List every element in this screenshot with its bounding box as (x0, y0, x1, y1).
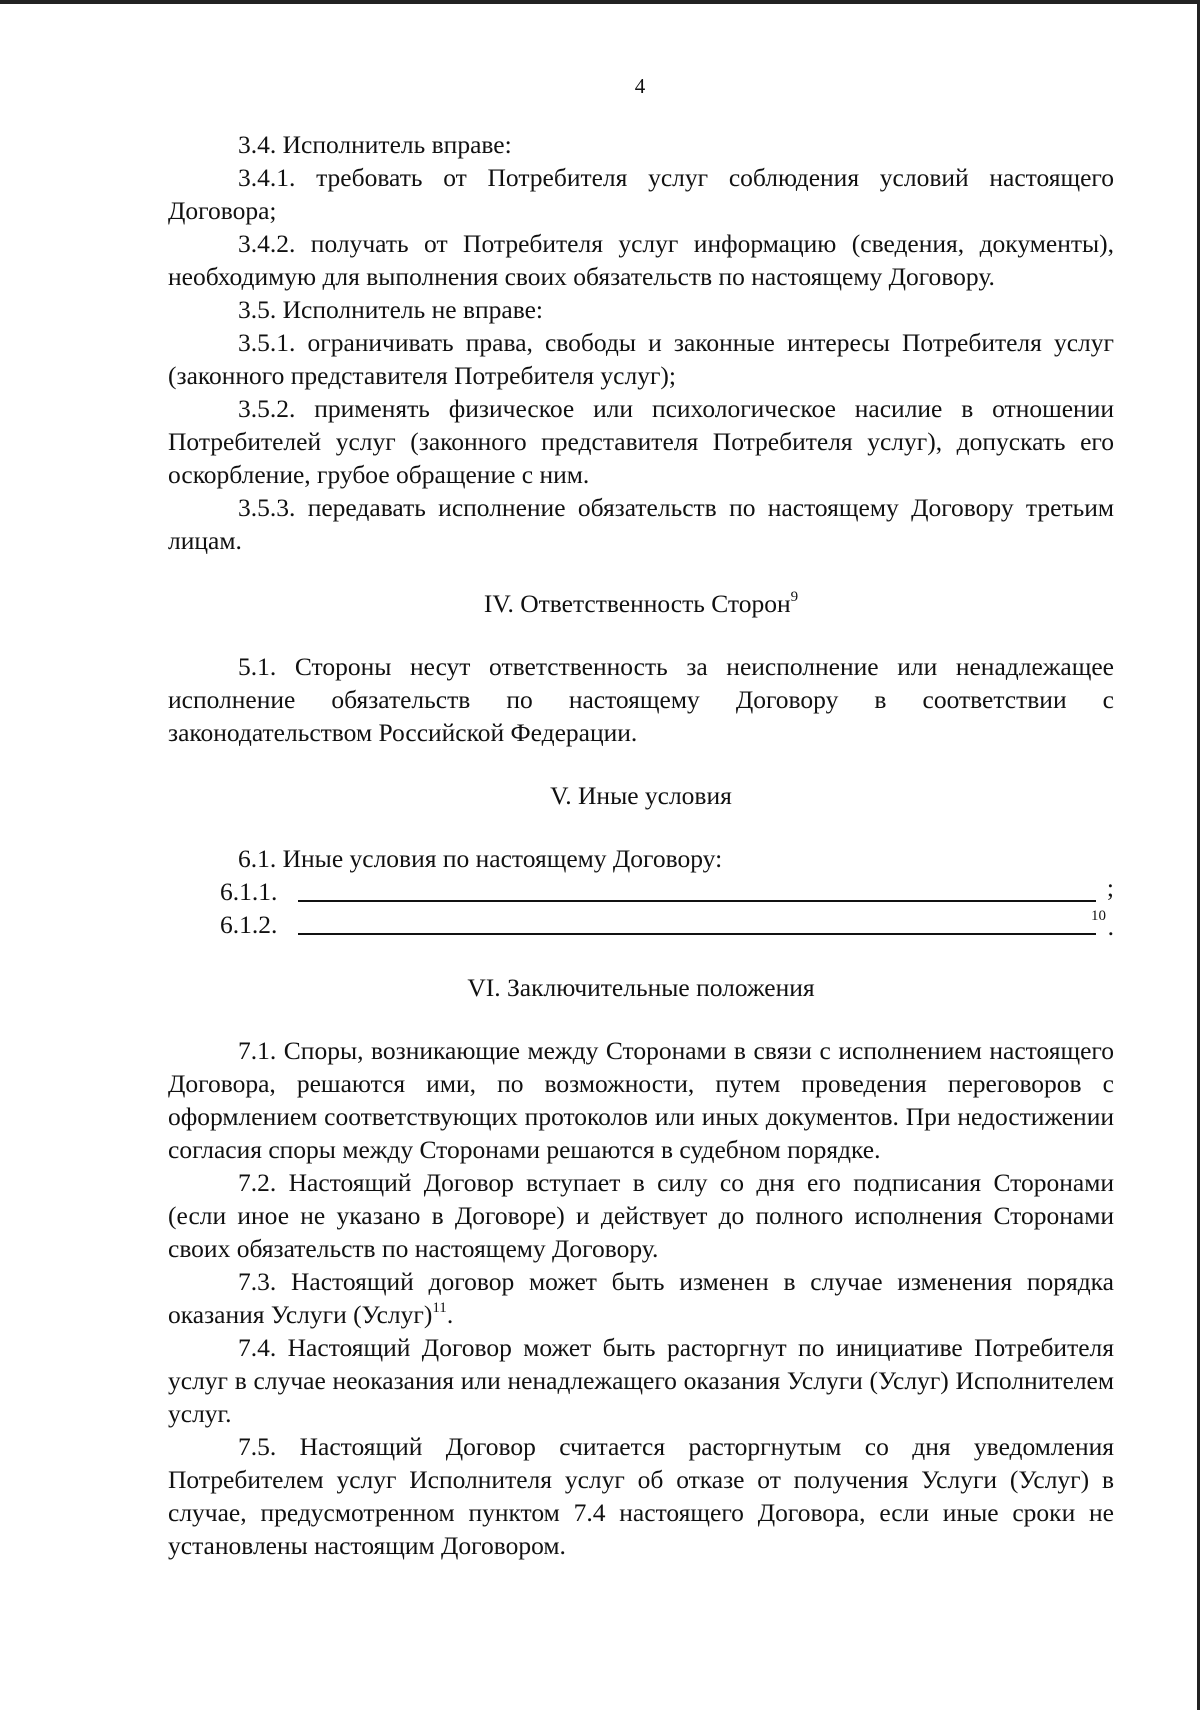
spacer (168, 620, 1114, 650)
blank-rule (298, 933, 1096, 935)
paragraph-3-4: 3.4. Исполнитель вправе: (238, 130, 512, 159)
page-number: 4 (634, 74, 646, 98)
section-4-heading (168, 587, 1114, 620)
paragraph-3-5-3: 3.5.3. передавать исполнение обязательств по настоящему Договору третьим лицам. (168, 493, 1114, 555)
paragraph-3-5-2: 3.5.2. применять физическое или психологическое насилие в отношении Потребителей услуг (законного представителя Потребителя услуг), допускать его оскорбление, грубое обращение с ним. (168, 394, 1114, 489)
footnote-ref-10: 10 (1091, 908, 1106, 924)
paragraph-7-3 (168, 1265, 1114, 1331)
footnote-ref-9: 9 (790, 589, 799, 605)
paragraph-3-4-2: 3.4.2. получать от Потребителя услуг информацию (сведения, документы), необходимую для выполнения своих обязательств по настоящему Договору. (168, 229, 1114, 291)
paragraph-5-1: 5.1. Стороны несут ответственность за неисполнение или ненадлежащее исполнение обязательств по настоящему Договору в соответствии с законодательством Российской Федерации. (168, 652, 1114, 747)
paragraph-7-4: 7.4. Настоящий Договор может быть расторгнут по инициативе Потребителя услуг в случае неоказания или ненадлежащего оказания Услуги (Услуг) Исполнителем услуг. (168, 1333, 1114, 1428)
paragraph-6-1: 6.1. Иные условия по настоящему Договору: (238, 844, 723, 873)
line-number: 6.1.1. (220, 877, 278, 906)
section-5-heading: V. Иные условия (550, 781, 732, 810)
paragraph-7-3-end: . (446, 1300, 454, 1329)
line-end-punct: . (1107, 912, 1114, 941)
fill-line-6-1-1 (168, 875, 1114, 908)
document-body (168, 128, 1114, 1562)
spacer (168, 941, 1114, 971)
fill-line-6-1-2 (168, 908, 1114, 941)
spacer (168, 812, 1114, 842)
line-end-punct: ; (1106, 873, 1114, 902)
line-number: 6.1.2. (220, 910, 278, 939)
paragraph-7-1: 7.1. Споры, возникающие между Сторонами в связи с исполнением настоящего Договора, решаются ими, по возможности, путем проведения переговоров с оформлением соответствующих протоколов или иных документов. При недостижении согласия споры между Сторонами решаются в судебном порядке. (168, 1036, 1114, 1164)
paragraph-3-5: 3.5. Исполнитель не вправе: (238, 295, 544, 324)
paragraph-3-4-1: 3.4.1. требовать от Потребителя услуг соблюдения условий настоящего Договора; (168, 163, 1114, 225)
footnote-ref-11: 11 (432, 1300, 447, 1316)
paragraph-7-3-text: 7.3. Настоящий договор может быть изменен в случае изменения порядка оказания Услуги (Услуг) (168, 1267, 1114, 1329)
spacer (168, 557, 1114, 587)
section-6-heading: VI. Заключительные положения (467, 973, 815, 1002)
spacer (168, 749, 1114, 779)
spacer (168, 1004, 1114, 1034)
paragraph-7-2: 7.2. Настоящий Договор вступает в силу со дня его подписания Сторонами (если иное не указано в Договоре) и действует до полного исполнения Сторонами своих обязательств по настоящему Договору. (168, 1168, 1114, 1263)
paragraph-7-5: 7.5. Настоящий Договор считается расторгнутым со дня уведомления Потребителем услуг Исполнителя услуг об отказе от получения Услуги (Услуг) в случае, предусмотренном пунктом 7.4 настоящего Договора, если иные сроки не установлены настоящим Договором. (168, 1432, 1114, 1560)
paragraph-3-5-1: 3.5.1. ограничивать права, свободы и законные интересы Потребителя услуг (законного представителя Потребителя услуг); (168, 328, 1114, 390)
scan-edge-top (0, 0, 1200, 4)
section-4-heading-text: IV. Ответственность Сторон (483, 589, 791, 618)
blank-rule (298, 900, 1096, 902)
